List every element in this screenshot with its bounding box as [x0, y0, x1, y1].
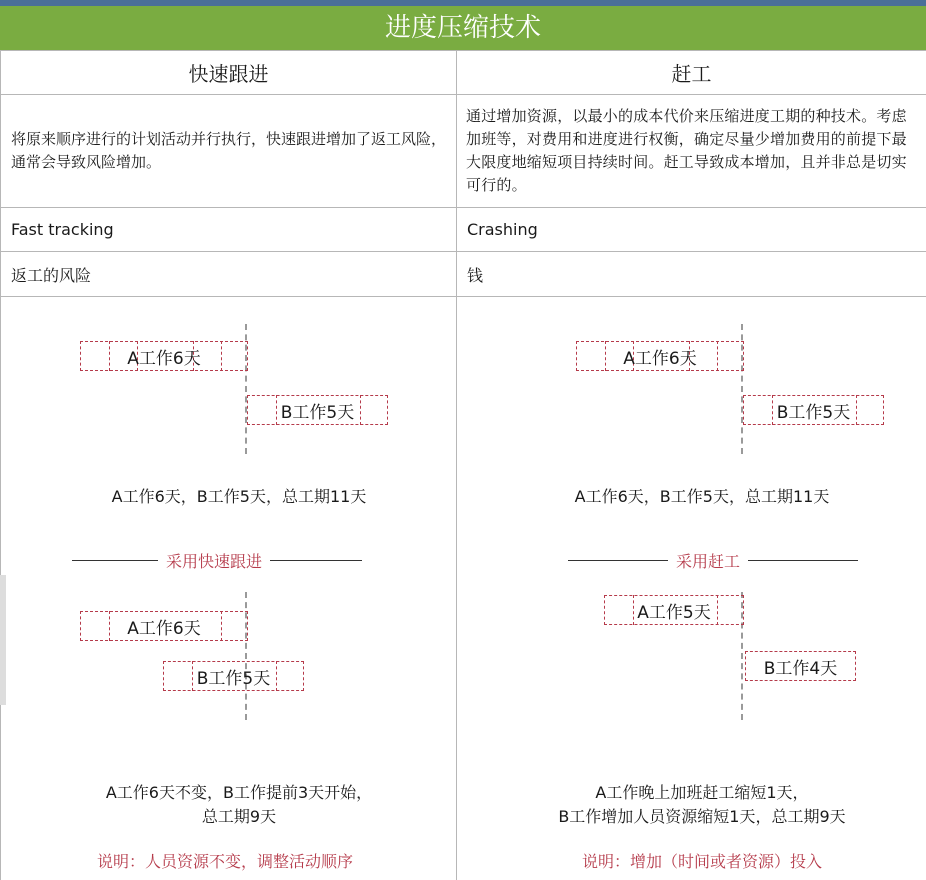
- summary-before: A工作6天，B工作5天，总工期11天: [574, 487, 830, 506]
- task-b-bar-before: [743, 395, 884, 425]
- risk-fast-tracking: 返工的风险: [1, 252, 457, 297]
- task-b-bar-after: [163, 661, 304, 691]
- task-a-bar-before: [80, 341, 248, 371]
- fast-tracking-diagram: [11, 297, 446, 880]
- column-header-fast-tracking: 快速跟进: [1, 51, 457, 95]
- diagram-cell-crashing: [457, 297, 926, 880]
- method-label: 采用赶工: [676, 552, 741, 571]
- summary-after-line2: 总工期9天: [201, 807, 277, 826]
- task-a-label: A工作6天: [623, 348, 697, 369]
- english-name-fast-tracking: Fast tracking: [1, 208, 457, 252]
- summary-after-line1: A工作晚上加班赶工缩短1天，: [595, 783, 809, 802]
- explanation-note: 说明：增加（时间或者资源）投入: [581, 852, 822, 871]
- task-b-label: B工作5天: [280, 402, 355, 423]
- page-title: 进度压缩技术: [0, 6, 926, 50]
- explanation-note: 说明：人员资源不变，调整活动顺序: [96, 852, 353, 871]
- english-name-row: [1, 208, 926, 252]
- summary-after: [467, 781, 926, 829]
- task-b-label: B工作4天: [763, 658, 838, 679]
- method-divider: [568, 549, 858, 572]
- task-b-label: B工作5天: [196, 668, 271, 689]
- risk-crashing: 钱: [457, 252, 926, 297]
- task-a-bar-after: [604, 595, 744, 625]
- task-b-bar-before: [247, 395, 388, 425]
- task-a-bar-after: [80, 611, 248, 641]
- task-a-label: A工作6天: [127, 348, 201, 369]
- description-row: [1, 95, 926, 208]
- summary-after-line1: A工作6天不变，B工作提前3天开始，: [105, 783, 373, 802]
- header-row: [1, 51, 926, 95]
- english-name-crashing: Crashing: [457, 208, 926, 252]
- method-label: 采用快速跟进: [166, 552, 263, 571]
- task-b-label: B工作5天: [776, 402, 851, 423]
- comparison-table: [0, 50, 926, 880]
- method-divider: [72, 549, 362, 572]
- diagram-row: [1, 297, 926, 880]
- summary-after: [11, 781, 467, 829]
- summary-before: A工作6天，B工作5天，总工期11天: [111, 487, 367, 506]
- risk-row: [1, 252, 926, 297]
- summary-after-line2: B工作增加人员资源缩短1天，总工期9天: [558, 807, 846, 826]
- task-a-label: A工作6天: [127, 618, 201, 639]
- task-a-bar-before: [576, 341, 744, 371]
- task-a-label: A工作5天: [637, 602, 711, 623]
- task-b-bar-after: [745, 651, 856, 681]
- description-crashing: 通过增加资源，以最小的成本代价来压缩进度工期的种技术。考虑加班等，对费用和进度进行权衡，确定尽量少增加费用的前提下最大限度地缩短项目持续时间。赶工导致成本增加，且并非总是切实可行的。: [457, 95, 926, 208]
- left-scroll-handle[interactable]: [0, 575, 6, 705]
- description-fast-tracking: 将原来顺序进行的计划活动并行执行，快速跟进增加了返工风险，通常会导致风险增加。: [1, 95, 457, 208]
- column-header-crashing: 赶工: [457, 51, 926, 95]
- diagram-cell-fast-tracking: [1, 297, 457, 880]
- crashing-diagram: [467, 297, 916, 880]
